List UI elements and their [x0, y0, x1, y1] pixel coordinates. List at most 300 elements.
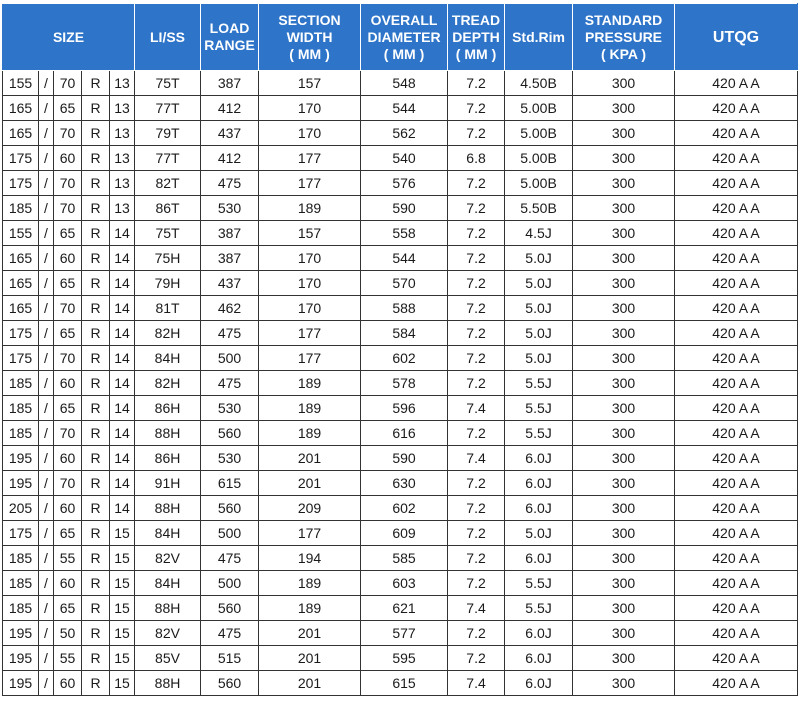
cell-utqg: 420 A A: [675, 246, 798, 271]
cell-overall-diameter: 562: [361, 121, 448, 146]
cell-overall-diameter: 584: [361, 321, 448, 346]
cell-slash: /: [39, 146, 54, 171]
cell-overall-diameter: 558: [361, 221, 448, 246]
header-overall-diameter-line3: ( MM ): [383, 45, 425, 62]
cell-overall-diameter: 596: [361, 396, 448, 421]
cell-overall-diameter: 540: [361, 146, 448, 171]
cell-li-ss: 82H: [135, 321, 201, 346]
cell-std-rim: 5.5J: [505, 571, 573, 596]
cell-slash: /: [39, 71, 54, 96]
cell-section-width: 189: [259, 396, 361, 421]
cell-std-rim: 5.5J: [505, 396, 573, 421]
cell-construction: R: [82, 171, 110, 196]
cell-li-ss: 79H: [135, 271, 201, 296]
cell-rim-diameter: 14: [110, 321, 135, 346]
table-row: [3, 296, 798, 321]
header-standard-pressure-line2: PRESSURE: [585, 28, 663, 45]
cell-section-width: 170: [259, 246, 361, 271]
cell-load-range: 560: [201, 671, 259, 696]
table-row: [3, 471, 798, 496]
cell-slash: /: [39, 271, 54, 296]
cell-slash: /: [39, 321, 54, 346]
header-overall-diameter-line2: DIAMETER: [367, 28, 441, 45]
cell-tread-depth: 7.2: [448, 121, 505, 146]
cell-tread-depth: 7.4: [448, 446, 505, 471]
cell-section-width: 201: [259, 671, 361, 696]
cell-li-ss: 79T: [135, 121, 201, 146]
cell-slash: /: [39, 196, 54, 221]
table-row: [3, 96, 798, 121]
table-body: [3, 71, 798, 696]
cell-li-ss: 88H: [135, 596, 201, 621]
header-tread-depth-line1: TREAD: [451, 11, 501, 28]
cell-slash: /: [39, 346, 54, 371]
cell-aspect-ratio: 55: [54, 546, 82, 571]
cell-width: 165: [3, 121, 39, 146]
cell-rim-diameter: 15: [110, 546, 135, 571]
cell-std-rim: 5.00B: [505, 146, 573, 171]
cell-standard-pressure: 300: [573, 571, 675, 596]
cell-std-rim: 6.0J: [505, 621, 573, 646]
cell-rim-diameter: 14: [110, 496, 135, 521]
cell-section-width: 189: [259, 371, 361, 396]
header-standard-pressure-line3: ( KPA ): [600, 45, 647, 62]
cell-width: 195: [3, 646, 39, 671]
cell-section-width: 177: [259, 171, 361, 196]
cell-overall-diameter: 590: [361, 446, 448, 471]
cell-load-range: 475: [201, 371, 259, 396]
cell-rim-diameter: 15: [110, 646, 135, 671]
cell-utqg: 420 A A: [675, 571, 798, 596]
cell-li-ss: 75T: [135, 221, 201, 246]
cell-standard-pressure: 300: [573, 146, 675, 171]
cell-tread-depth: 7.2: [448, 71, 505, 96]
cell-width: 195: [3, 671, 39, 696]
cell-standard-pressure: 300: [573, 621, 675, 646]
table-row: [3, 221, 798, 246]
cell-std-rim: 5.50B: [505, 196, 573, 221]
header-section-width-line1: SECTION: [278, 11, 341, 28]
cell-construction: R: [82, 671, 110, 696]
cell-aspect-ratio: 70: [54, 71, 82, 96]
cell-standard-pressure: 300: [573, 546, 675, 571]
cell-utqg: 420 A A: [675, 446, 798, 471]
cell-width: 175: [3, 521, 39, 546]
header-utqg: [675, 4, 798, 71]
cell-load-range: 475: [201, 171, 259, 196]
cell-width: 185: [3, 596, 39, 621]
header-load-range: [201, 4, 259, 71]
table-row: [3, 396, 798, 421]
cell-width: 185: [3, 196, 39, 221]
header-overall-diameter-line1: OVERALL: [370, 11, 438, 28]
cell-slash: /: [39, 671, 54, 696]
cell-overall-diameter: 602: [361, 346, 448, 371]
cell-tread-depth: 7.2: [448, 96, 505, 121]
table-row: [3, 121, 798, 146]
cell-section-width: 201: [259, 446, 361, 471]
cell-width: 155: [3, 71, 39, 96]
header-load-range-line2: RANGE: [204, 37, 255, 53]
cell-construction: R: [82, 396, 110, 421]
header-li-ss: [135, 4, 201, 71]
cell-slash: /: [39, 246, 54, 271]
cell-load-range: 615: [201, 471, 259, 496]
cell-load-range: 500: [201, 521, 259, 546]
cell-load-range: 560: [201, 496, 259, 521]
cell-tread-depth: 7.2: [448, 196, 505, 221]
cell-tread-depth: 7.4: [448, 396, 505, 421]
cell-overall-diameter: 585: [361, 546, 448, 571]
cell-rim-diameter: 13: [110, 196, 135, 221]
cell-tread-depth: 7.2: [448, 321, 505, 346]
cell-section-width: 201: [259, 646, 361, 671]
cell-rim-diameter: 14: [110, 271, 135, 296]
cell-overall-diameter: 544: [361, 96, 448, 121]
cell-rim-diameter: 14: [110, 296, 135, 321]
cell-construction: R: [82, 371, 110, 396]
cell-construction: R: [82, 296, 110, 321]
cell-std-rim: 5.0J: [505, 296, 573, 321]
cell-standard-pressure: 300: [573, 471, 675, 496]
table-row: [3, 196, 798, 221]
cell-std-rim: 4.5J: [505, 221, 573, 246]
cell-section-width: 170: [259, 296, 361, 321]
header-size-label: SIZE: [52, 28, 85, 45]
cell-section-width: 170: [259, 96, 361, 121]
cell-rim-diameter: 15: [110, 571, 135, 596]
cell-aspect-ratio: 60: [54, 571, 82, 596]
cell-std-rim: 4.50B: [505, 71, 573, 96]
cell-li-ss: 84H: [135, 346, 201, 371]
table-row: [3, 421, 798, 446]
cell-std-rim: 6.0J: [505, 496, 573, 521]
cell-utqg: 420 A A: [675, 546, 798, 571]
cell-section-width: 157: [259, 71, 361, 96]
cell-section-width: 157: [259, 221, 361, 246]
cell-aspect-ratio: 65: [54, 521, 82, 546]
cell-rim-diameter: 15: [110, 596, 135, 621]
cell-utqg: 420 A A: [675, 521, 798, 546]
header-tread-depth-line3: ( MM ): [455, 45, 497, 62]
table-row: [3, 671, 798, 696]
cell-standard-pressure: 300: [573, 171, 675, 196]
cell-utqg: 420 A A: [675, 71, 798, 96]
cell-slash: /: [39, 471, 54, 496]
table-row: [3, 521, 798, 546]
cell-load-range: 475: [201, 546, 259, 571]
cell-construction: R: [82, 96, 110, 121]
cell-li-ss: 75H: [135, 246, 201, 271]
table-row: [3, 646, 798, 671]
cell-aspect-ratio: 55: [54, 646, 82, 671]
header-std-rim-label: Std.Rim: [512, 28, 565, 45]
cell-width: 185: [3, 546, 39, 571]
cell-aspect-ratio: 65: [54, 321, 82, 346]
cell-load-range: 387: [201, 246, 259, 271]
cell-li-ss: 86T: [135, 196, 201, 221]
cell-utqg: 420 A A: [675, 296, 798, 321]
cell-tread-depth: 7.2: [448, 521, 505, 546]
cell-aspect-ratio: 65: [54, 221, 82, 246]
cell-std-rim: 5.0J: [505, 321, 573, 346]
cell-section-width: 177: [259, 146, 361, 171]
cell-utqg: 420 A A: [675, 321, 798, 346]
cell-slash: /: [39, 596, 54, 621]
table-row: [3, 621, 798, 646]
cell-slash: /: [39, 296, 54, 321]
cell-std-rim: 5.0J: [505, 346, 573, 371]
cell-slash: /: [39, 646, 54, 671]
cell-section-width: 177: [259, 321, 361, 346]
cell-section-width: 189: [259, 596, 361, 621]
cell-li-ss: 84H: [135, 521, 201, 546]
tire-spec-table: [2, 3, 798, 696]
cell-width: 185: [3, 571, 39, 596]
cell-slash: /: [39, 496, 54, 521]
cell-rim-diameter: 14: [110, 246, 135, 271]
cell-rim-diameter: 13: [110, 121, 135, 146]
cell-load-range: 387: [201, 71, 259, 96]
cell-slash: /: [39, 546, 54, 571]
cell-tread-depth: 7.2: [448, 621, 505, 646]
cell-std-rim: 5.5J: [505, 421, 573, 446]
cell-rim-diameter: 13: [110, 171, 135, 196]
cell-standard-pressure: 300: [573, 321, 675, 346]
cell-std-rim: 6.0J: [505, 546, 573, 571]
cell-width: 195: [3, 446, 39, 471]
cell-slash: /: [39, 171, 54, 196]
cell-li-ss: 86H: [135, 446, 201, 471]
cell-construction: R: [82, 196, 110, 221]
cell-overall-diameter: 578: [361, 371, 448, 396]
cell-std-rim: 5.0J: [505, 246, 573, 271]
cell-tread-depth: 7.4: [448, 671, 505, 696]
cell-utqg: 420 A A: [675, 371, 798, 396]
cell-li-ss: 88H: [135, 496, 201, 521]
cell-construction: R: [82, 221, 110, 246]
header-tread-depth-line2: DEPTH: [452, 28, 500, 45]
cell-slash: /: [39, 621, 54, 646]
cell-aspect-ratio: 70: [54, 196, 82, 221]
cell-load-range: 560: [201, 421, 259, 446]
cell-slash: /: [39, 571, 54, 596]
header-standard-pressure: [573, 4, 675, 71]
cell-section-width: 201: [259, 471, 361, 496]
cell-load-range: 500: [201, 571, 259, 596]
cell-std-rim: 5.00B: [505, 96, 573, 121]
cell-rim-diameter: 14: [110, 371, 135, 396]
cell-load-range: 387: [201, 221, 259, 246]
cell-load-range: 500: [201, 346, 259, 371]
cell-aspect-ratio: 50: [54, 621, 82, 646]
cell-slash: /: [39, 221, 54, 246]
cell-width: 165: [3, 271, 39, 296]
cell-li-ss: 82V: [135, 621, 201, 646]
cell-construction: R: [82, 496, 110, 521]
cell-utqg: 420 A A: [675, 346, 798, 371]
cell-overall-diameter: 590: [361, 196, 448, 221]
cell-load-range: 475: [201, 621, 259, 646]
cell-width: 165: [3, 246, 39, 271]
cell-section-width: 170: [259, 121, 361, 146]
cell-width: 165: [3, 96, 39, 121]
cell-rim-diameter: 14: [110, 396, 135, 421]
cell-construction: R: [82, 421, 110, 446]
cell-rim-diameter: 15: [110, 521, 135, 546]
cell-rim-diameter: 14: [110, 446, 135, 471]
cell-standard-pressure: 300: [573, 446, 675, 471]
cell-rim-diameter: 15: [110, 671, 135, 696]
cell-aspect-ratio: 60: [54, 246, 82, 271]
cell-rim-diameter: 13: [110, 146, 135, 171]
cell-tread-depth: 6.8: [448, 146, 505, 171]
table-row: [3, 496, 798, 521]
cell-rim-diameter: 14: [110, 471, 135, 496]
cell-tread-depth: 7.2: [448, 171, 505, 196]
cell-li-ss: 75T: [135, 71, 201, 96]
cell-tread-depth: 7.2: [448, 496, 505, 521]
cell-overall-diameter: 615: [361, 671, 448, 696]
cell-aspect-ratio: 70: [54, 421, 82, 446]
cell-overall-diameter: 616: [361, 421, 448, 446]
cell-width: 175: [3, 321, 39, 346]
cell-aspect-ratio: 65: [54, 271, 82, 296]
header-section-width: [259, 4, 361, 71]
cell-overall-diameter: 630: [361, 471, 448, 496]
cell-construction: R: [82, 571, 110, 596]
cell-overall-diameter: 544: [361, 246, 448, 271]
cell-li-ss: 91H: [135, 471, 201, 496]
cell-utqg: 420 A A: [675, 271, 798, 296]
cell-utqg: 420 A A: [675, 171, 798, 196]
cell-li-ss: 82V: [135, 546, 201, 571]
cell-utqg: 420 A A: [675, 496, 798, 521]
cell-std-rim: 6.0J: [505, 671, 573, 696]
cell-load-range: 530: [201, 196, 259, 221]
cell-construction: R: [82, 596, 110, 621]
cell-aspect-ratio: 70: [54, 296, 82, 321]
cell-standard-pressure: 300: [573, 496, 675, 521]
cell-overall-diameter: 595: [361, 646, 448, 671]
cell-utqg: 420 A A: [675, 646, 798, 671]
cell-construction: R: [82, 521, 110, 546]
table-row: [3, 446, 798, 471]
tire-spec-sheet: [2, 3, 797, 696]
cell-aspect-ratio: 60: [54, 146, 82, 171]
cell-load-range: 412: [201, 146, 259, 171]
cell-standard-pressure: 300: [573, 71, 675, 96]
cell-section-width: 189: [259, 571, 361, 596]
cell-construction: R: [82, 446, 110, 471]
table-row: [3, 271, 798, 296]
table-header: [3, 4, 798, 71]
header-size: [3, 4, 135, 71]
cell-section-width: 189: [259, 196, 361, 221]
cell-aspect-ratio: 60: [54, 671, 82, 696]
table-row: [3, 571, 798, 596]
cell-li-ss: 85V: [135, 646, 201, 671]
cell-std-rim: 5.0J: [505, 271, 573, 296]
cell-aspect-ratio: 70: [54, 471, 82, 496]
cell-overall-diameter: 548: [361, 71, 448, 96]
cell-load-range: 515: [201, 646, 259, 671]
cell-aspect-ratio: 60: [54, 446, 82, 471]
cell-overall-diameter: 577: [361, 621, 448, 646]
cell-li-ss: 81T: [135, 296, 201, 321]
cell-standard-pressure: 300: [573, 671, 675, 696]
cell-li-ss: 77T: [135, 96, 201, 121]
cell-width: 175: [3, 146, 39, 171]
table-row: [3, 146, 798, 171]
cell-section-width: 209: [259, 496, 361, 521]
cell-aspect-ratio: 70: [54, 171, 82, 196]
cell-construction: R: [82, 621, 110, 646]
cell-load-range: 462: [201, 296, 259, 321]
cell-standard-pressure: 300: [573, 296, 675, 321]
cell-utqg: 420 A A: [675, 596, 798, 621]
cell-slash: /: [39, 521, 54, 546]
cell-load-range: 560: [201, 596, 259, 621]
cell-li-ss: 82H: [135, 371, 201, 396]
cell-tread-depth: 7.2: [448, 471, 505, 496]
cell-standard-pressure: 300: [573, 646, 675, 671]
cell-aspect-ratio: 70: [54, 121, 82, 146]
cell-tread-depth: 7.2: [448, 246, 505, 271]
cell-overall-diameter: 603: [361, 571, 448, 596]
header-section-width-line2: WIDTH: [286, 28, 333, 45]
cell-standard-pressure: 300: [573, 346, 675, 371]
cell-construction: R: [82, 321, 110, 346]
cell-load-range: 437: [201, 121, 259, 146]
header-load-range-line1: LOAD: [209, 20, 250, 36]
cell-utqg: 420 A A: [675, 621, 798, 646]
cell-li-ss: 86H: [135, 396, 201, 421]
cell-tread-depth: 7.2: [448, 571, 505, 596]
cell-width: 195: [3, 621, 39, 646]
cell-section-width: 177: [259, 346, 361, 371]
cell-construction: R: [82, 346, 110, 371]
cell-tread-depth: 7.2: [448, 346, 505, 371]
table-row: [3, 171, 798, 196]
cell-construction: R: [82, 546, 110, 571]
cell-standard-pressure: 300: [573, 396, 675, 421]
cell-width: 185: [3, 371, 39, 396]
cell-rim-diameter: 14: [110, 421, 135, 446]
cell-slash: /: [39, 371, 54, 396]
cell-tread-depth: 7.2: [448, 371, 505, 396]
cell-load-range: 475: [201, 321, 259, 346]
cell-width: 175: [3, 171, 39, 196]
header-standard-pressure-line1: STANDARD: [584, 11, 663, 28]
cell-width: 185: [3, 421, 39, 446]
cell-rim-diameter: 13: [110, 96, 135, 121]
header-li-ss-label: LI/SS: [150, 28, 186, 45]
cell-tread-depth: 7.2: [448, 271, 505, 296]
cell-standard-pressure: 300: [573, 221, 675, 246]
cell-utqg: 420 A A: [675, 196, 798, 221]
cell-aspect-ratio: 70: [54, 346, 82, 371]
cell-utqg: 420 A A: [675, 421, 798, 446]
header-section-width-line3: ( MM ): [289, 45, 330, 62]
cell-standard-pressure: 300: [573, 96, 675, 121]
cell-std-rim: 5.0J: [505, 521, 573, 546]
header-utqg-label: UTQG: [712, 28, 760, 46]
cell-utqg: 420 A A: [675, 121, 798, 146]
cell-construction: R: [82, 146, 110, 171]
cell-construction: R: [82, 121, 110, 146]
cell-section-width: 177: [259, 521, 361, 546]
